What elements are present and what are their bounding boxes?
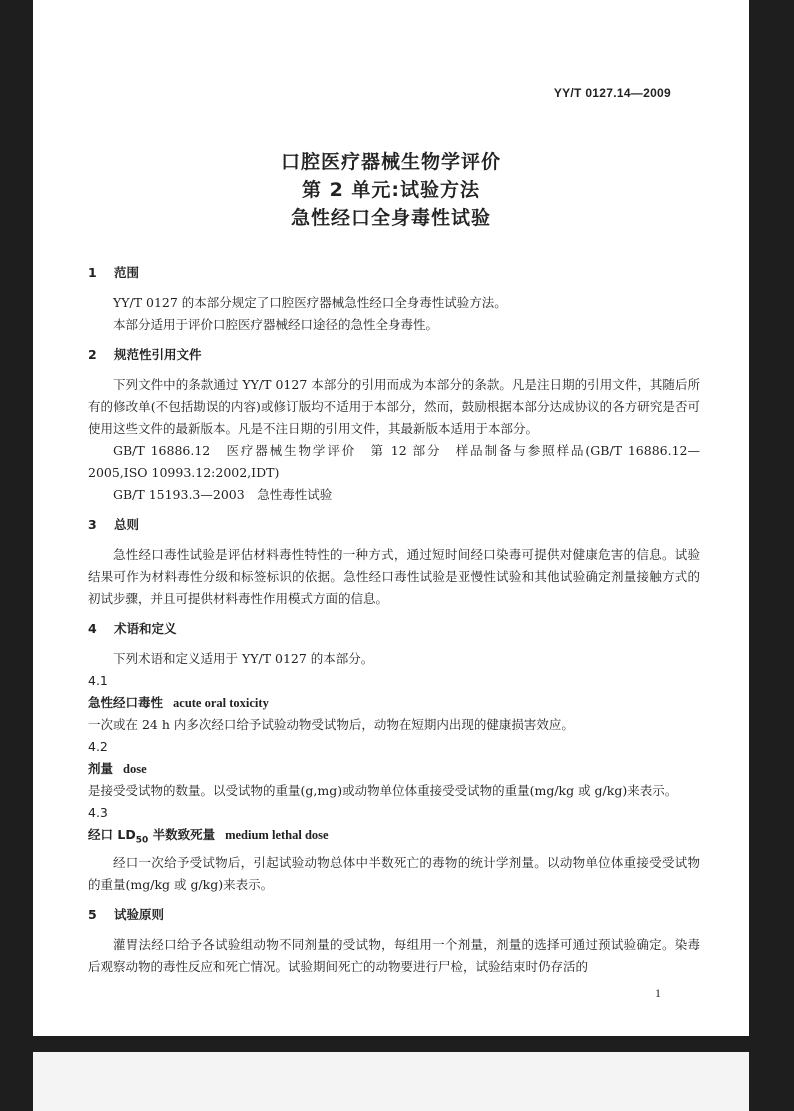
term-zh-subscript: 50 [135,835,149,846]
document-body [88,262,700,978]
term-entry [88,758,700,780]
paragraph: 下列术语和定义适用于 YY/T 0127 的本部分。 [113,651,374,666]
term-definition: 是接受受试物的数量。以受试物的重量(g,mg)或动物单位体重接受受试物的重量(mg/kg 或 g/kg)来表示。 [88,783,678,798]
section-number: 5 [88,906,97,922]
section-heading-1 [88,262,700,284]
term-zh: 急性经口毒性 [88,695,164,710]
reference-item: GB/T 15193.3—2003 急性毒性试验 [113,487,333,502]
term-number: 4.3 [88,805,108,820]
title-line-2: 第 2 单元:试验方法 [301,179,481,201]
term-en: dose [123,762,147,776]
term-zh: 剂量 [88,761,114,776]
section-heading-5 [88,904,700,926]
section-number: 3 [88,517,97,532]
section-title: 试验原则 [114,906,165,922]
term-zh-main: 经口 LD [88,827,136,842]
section-title: 规范性引用文件 [114,347,202,362]
term-definition: 一次或在 24 h 内多次经口给予试验动物受试物后，动物在短期内出现的健康损害效应。 [88,717,574,732]
term-number: 4.1 [88,673,108,688]
paragraph: 急性经口毒性试验是评估材料毒性特性的一种方式，通过短时间经口染毒可提供对健康危害的信息。试验结果可作为材料毒性分级和标签标识的依据。急性经口毒性试验是亚慢性试验和其他试验确定剂量接触方式的初试步骤，并且可提供材料毒性作用模式方面的信息。 [88,547,700,606]
term-zh-tail: 半数致死量 [148,827,216,842]
term-en: medium lethal dose [225,828,329,842]
page-number: 1 [655,986,661,1000]
paragraph: 本部分适用于评价口腔医疗器械经口途径的急性全身毒性。 [113,317,439,332]
section-title: 术语和定义 [114,621,177,636]
standard-code: YY/T 0127.14—2009 [553,86,671,100]
term-entry [88,692,700,714]
title-line-1: 口腔医疗器械生物学评价 [280,151,501,173]
section-number: 4 [88,621,97,636]
document-page [33,0,749,1036]
section-heading-4 [88,618,700,640]
section-heading-2 [88,344,700,366]
reference-item: GB/T 16886.12 医疗器械生物学评价 第 12 部分 样品制备与参照样品(GB/T 16886.12—2005,ISO 10993.12:2002,IDT) [88,443,700,480]
term-zh [88,827,216,846]
paragraph: 下列文件中的条款通过 YY/T 0127 本部分的引用而成为本部分的条款。凡是注日期的引用文件，其随后所有的修改单(不包括勘误的内容)或修订版均不适用于本部分，然而，鼓励根据本部分达成协议的各方研究是否可使用这些文件的最新版本。凡是不注日期的引用文件，其最新版本适用于本部分。 [88,377,700,436]
term-entry [88,824,700,852]
paragraph: YY/T 0127 的本部分规定了口腔医疗器械急性经口全身毒性试验方法。 [113,295,507,310]
document-title [33,148,749,232]
term-en: acute oral toxicity [173,696,269,710]
next-page-edge [33,1052,749,1111]
section-heading-3 [88,514,700,536]
section-number: 2 [88,347,97,362]
title-line-3: 急性经口全身毒性试验 [290,207,491,229]
term-definition: 经口一次给予受试物后，引起试验动物总体中半数死亡的毒物的统计学剂量。以动物单位体重接受受试物的重量(mg/kg 或 g/kg)来表示。 [88,854,700,892]
section-number: 1 [88,265,97,280]
paragraph: 灌胃法经口给予各试验组动物不同剂量的受试物，每组用一个剂量，剂量的选择可通过预试验确定。染毒后观察动物的毒性反应和死亡情况。试验期间死亡的动物要进行尸检，试验结束时仍存活的 [88,936,700,974]
section-title: 总则 [114,517,140,532]
term-number: 4.2 [88,739,108,754]
section-title: 范围 [114,265,140,280]
